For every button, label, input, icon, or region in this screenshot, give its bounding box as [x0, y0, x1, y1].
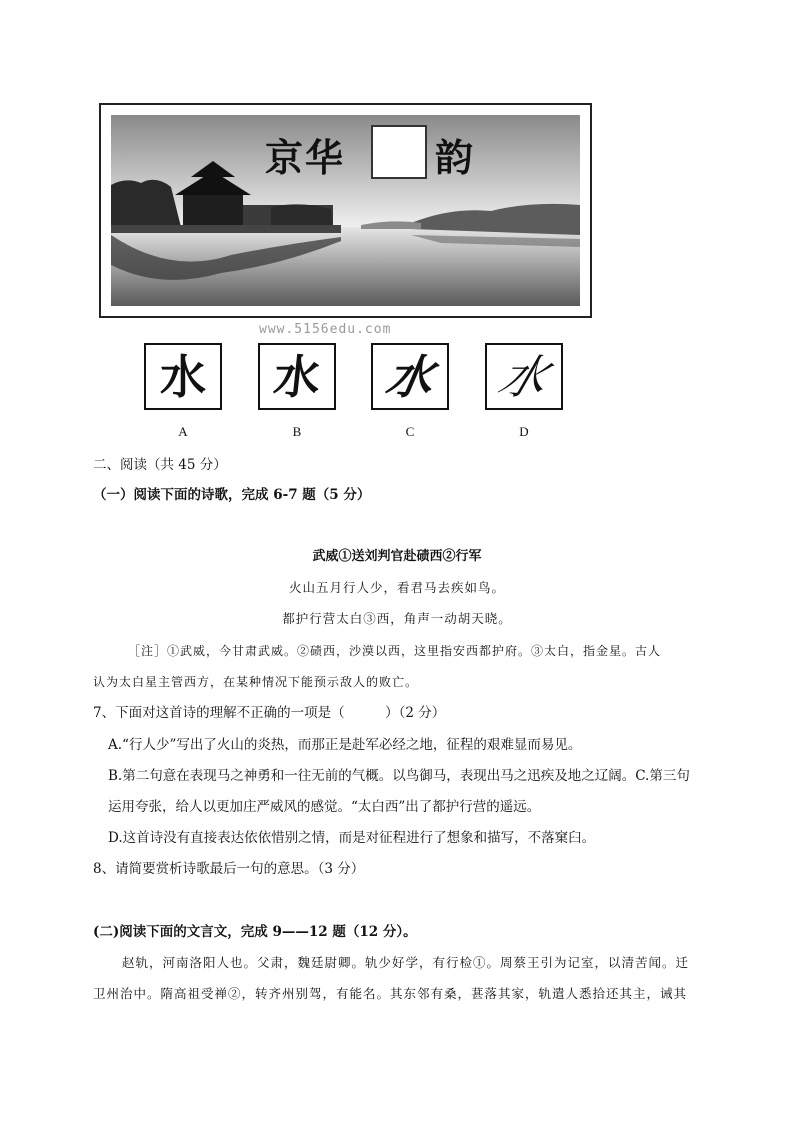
option-c-box — [371, 343, 449, 410]
poem-line-1: 火山五月行人少，看君马去疾如鸟。 — [288, 580, 505, 595]
note-line-2: 认为太白星主管西方，在某种情况下能预示敌人的败亡。 — [93, 675, 419, 689]
banner-image — [99, 103, 592, 318]
prose-line-1: 赵轨，河南洛阳人也。父肃，魏廷尉卿。轨少好学，有行检①。周蔡王引为记室，以清苦闻。迁 — [122, 955, 690, 970]
prose-line-2: 卫州治中。隋高祖受禅②，转齐州别驾，有能名。其东邻有桑，葚落其家，轨遣人悉拾还其主，诫其 — [93, 986, 688, 1001]
option-a-box — [144, 343, 222, 410]
question-7: 7、下面对这首诗的理解不正确的一项是（ ）（2 分） — [93, 705, 446, 721]
watermark-text: www.5156edu.com — [259, 322, 392, 337]
option-d-label: D — [519, 424, 529, 439]
part1-heading: （一）阅读下面的诗歌，完成 6-7 题（5 分） — [93, 487, 371, 503]
option-b-box — [258, 343, 336, 410]
question-7-option-d: D.这首诗没有直接表达依依惜别之情，而是对征程进行了想象和描写，不落窠臼。 — [108, 830, 596, 846]
banner-title-right: 韵 — [435, 136, 476, 180]
poem-line-2: 都护行营太白③西，角声一动胡天晓。 — [282, 611, 512, 626]
question-7-option-b-line-1: B.第二句意在表现马之神勇和一往无前的气概。以鸟御马，表现出马之迅疾及地之辽阔。C.第三句 — [108, 768, 690, 784]
part2-heading: (二)阅读下面的文言文，完成 9——12 题（12 分）。 — [93, 924, 417, 940]
question-7-option-a: A.“行人少”写出了火山的炎热，而那正是赴军必经之地，征程的艰难显而易见。 — [108, 737, 582, 753]
option-d-char: 水 — [492, 349, 556, 404]
banner-blank-box — [371, 125, 427, 179]
question-7-option-b-line-2: 运用夸张，给人以更加庄严威风的感觉。“太白西”出了都护行营的遥远。 — [108, 799, 541, 815]
option-d-box — [485, 343, 563, 410]
question-8: 8、请简要赏析诗歌最后一句的意思。（3 分） — [93, 861, 365, 877]
option-c-label: C — [405, 424, 415, 439]
note-line-1: ［注］①武威，今甘肃武威。②碛西，沙漠以西，这里指安西都护府。③太白，指金星。古人 — [128, 644, 662, 658]
option-b-label: B — [292, 424, 302, 439]
option-a-char: 水 — [160, 349, 206, 404]
section-heading: 二、阅读（共 45 分） — [93, 457, 227, 473]
option-a-label: A — [178, 424, 188, 439]
poem-title: 武威①送刘判官赴碛西②行军 — [312, 549, 482, 564]
option-c-char: 水 — [382, 349, 438, 404]
landscape-picture — [111, 115, 580, 306]
banner-title-left: 京华 — [265, 136, 346, 180]
option-b-char: 水 — [271, 349, 323, 404]
